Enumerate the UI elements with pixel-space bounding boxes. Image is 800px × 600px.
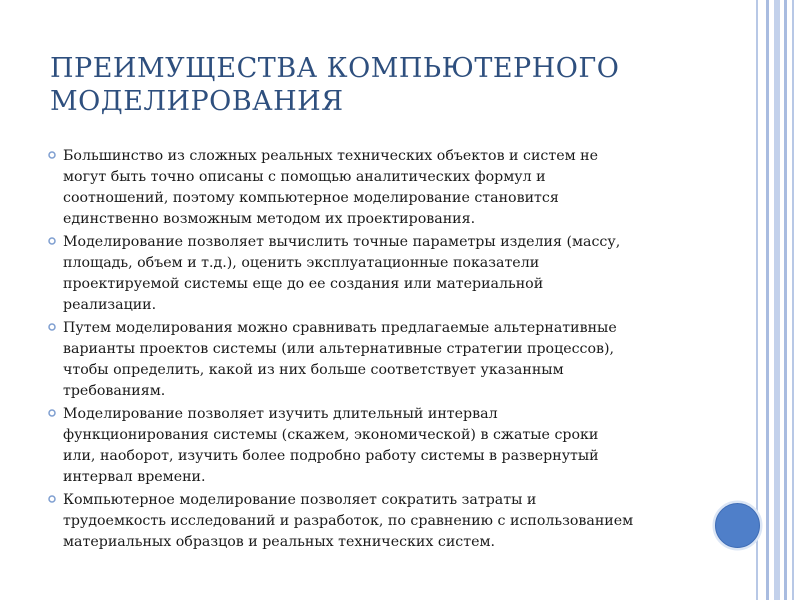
- bullet-list: [48, 146, 698, 555]
- bullet-item: [48, 404, 698, 488]
- bullet-line: или, наоборот, изучить более подробно работу системы в развернутый: [63, 448, 599, 464]
- bullet-line: проектируемой системы еще до ее создания или материальной: [63, 276, 544, 292]
- bullet-icon: [48, 237, 56, 245]
- bullet-text: [63, 318, 698, 402]
- slide-title-line: ПРЕИМУЩЕСТВА КОМПЬЮТЕРНОГО: [50, 53, 620, 84]
- bullet-line: функционирования системы (скажем, экономической) в сжатые сроки: [63, 427, 599, 443]
- bullet-line: материальных образцов и реальных технических систем.: [63, 534, 496, 550]
- bullet-icon: [48, 409, 56, 417]
- bullet-icon: [48, 151, 56, 159]
- bullet-line: интервал времени.: [63, 469, 206, 485]
- bullet-line: Путем моделирования можно сравнивать предлагаемые альтернативные: [63, 320, 617, 336]
- bullet-text: [63, 232, 698, 316]
- bullet-line: Большинство из сложных реальных технических объектов и систем не: [63, 148, 599, 164]
- bullet-line: Моделирование позволяет изучить длительный интервал: [63, 406, 498, 422]
- bullet-line: чтобы определить, какой из них больше соответствует указанным: [63, 362, 564, 378]
- bullet-line: Моделирование позволяет вычислить точные параметры изделия (массу,: [63, 234, 621, 250]
- bullet-text: [63, 404, 698, 488]
- bullet-item: [48, 318, 698, 402]
- bullet-item: [48, 146, 698, 230]
- bullet-line: Компьютерное моделирование позволяет сократить затраты и: [63, 492, 537, 508]
- bullet-line: соотношений, поэтому компьютерное моделирование становится: [63, 190, 559, 206]
- bullet-item: [48, 232, 698, 316]
- decorative-orb-icon: [712, 500, 763, 551]
- bullet-icon: [48, 323, 56, 331]
- bullet-line: единственно возможным методом их проектирования.: [63, 211, 476, 227]
- bullet-icon: [48, 495, 56, 503]
- bullet-text: [63, 490, 698, 553]
- bullet-line: требованиям.: [63, 383, 166, 399]
- bullet-text: [63, 146, 698, 230]
- slide-title: [50, 52, 710, 118]
- bullet-line: реализации.: [63, 297, 157, 313]
- bullet-line: трудоемкость исследований и разработок, по сравнению с использованием: [63, 513, 634, 529]
- bullet-line: могут быть точно описаны с помощью аналитических формул и: [63, 169, 546, 185]
- bullet-line: площадь, объем и т.д.), оценить эксплуатационные показатели: [63, 255, 540, 271]
- bullet-item: [48, 490, 698, 553]
- bullet-line: варианты проектов системы (или альтернативные стратегии процессов),: [63, 341, 615, 357]
- slide-title-line: МОДЕЛИРОВАНИЯ: [50, 86, 344, 117]
